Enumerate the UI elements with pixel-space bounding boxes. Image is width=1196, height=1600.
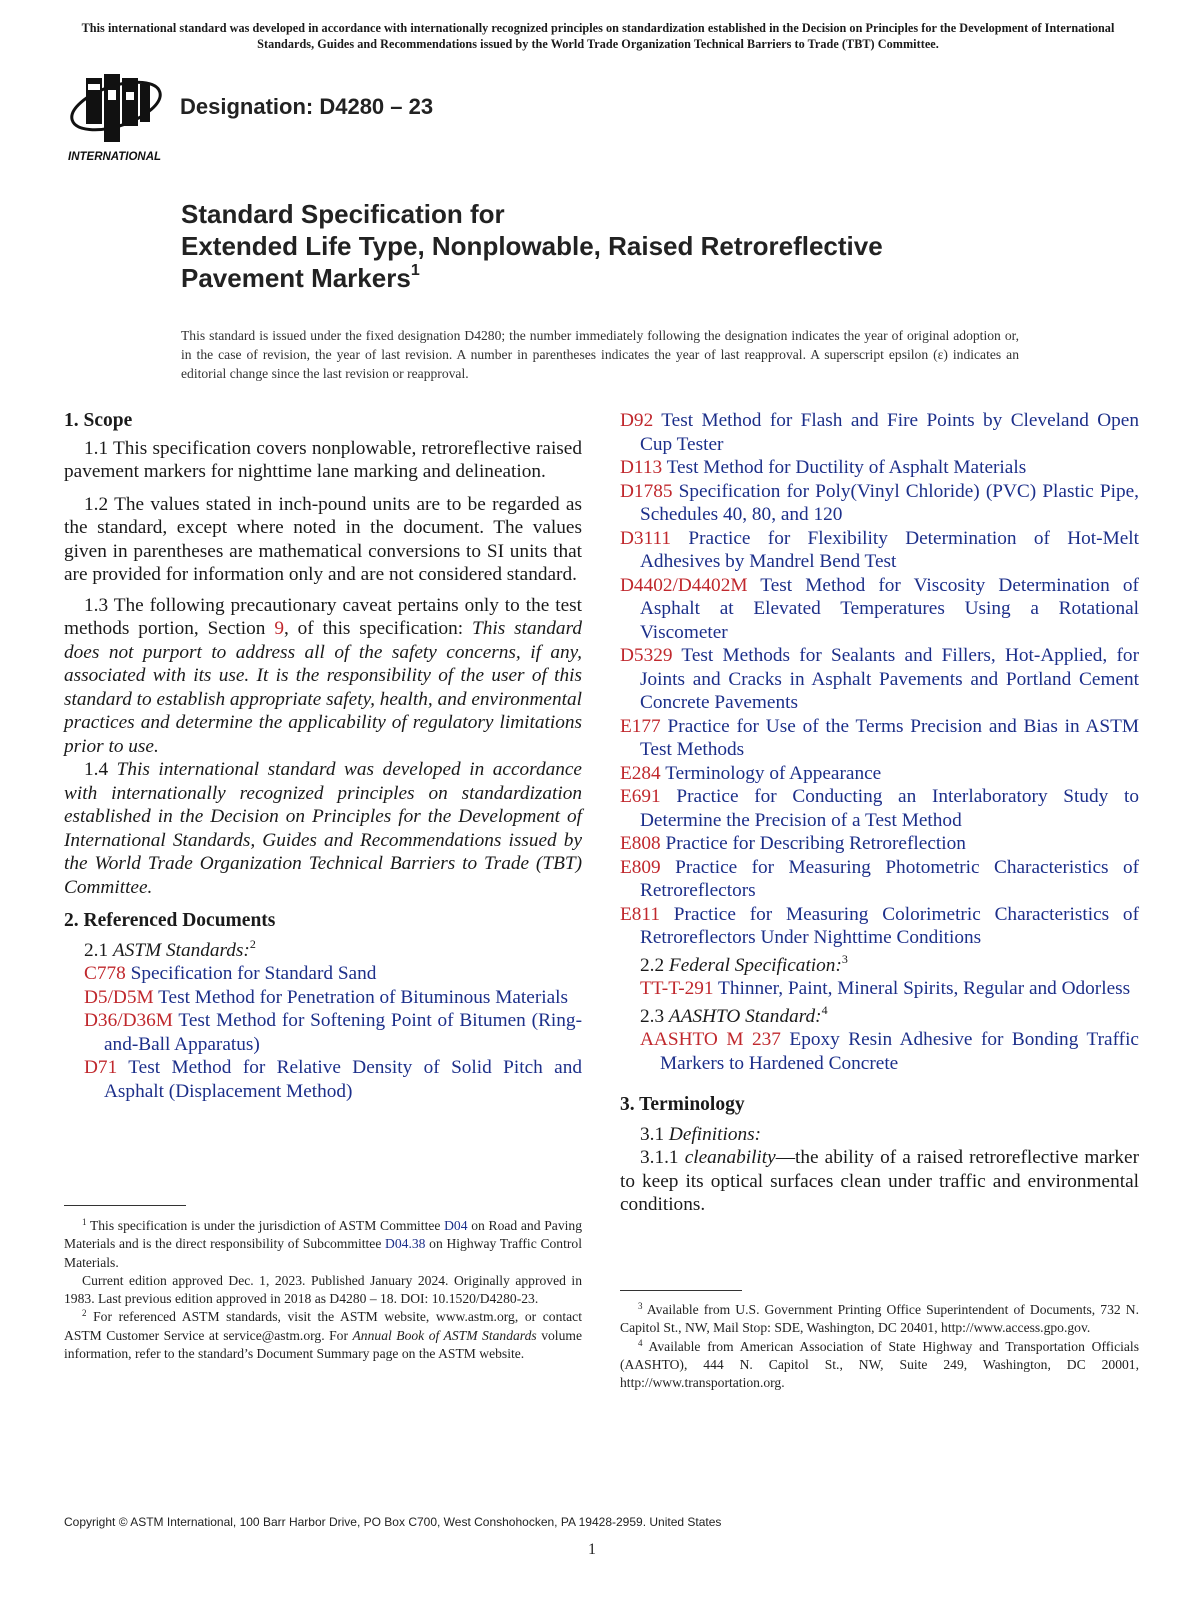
reference-e691[interactable]: E691 Practice for Conducting an Interlaboratory Study to Determine the Precision of a Test Method (620, 786, 1139, 831)
document-title (181, 198, 883, 294)
astm-logo-icon (64, 70, 168, 166)
title-footnote-mark: 1 (410, 262, 420, 279)
reference-d92[interactable]: D92 Test Method for Flash and Fire Points by Cleveland Open Cup Tester (620, 410, 1139, 455)
definition-cleanability: 3.1.1 cleanability—the ability of a raised retroreflective marker to keep its optical surfaces clean under traffic and environmental conditions. (620, 1147, 1139, 1215)
left-column (64, 409, 582, 1103)
designation: Designation: D4280 – 23 (180, 94, 434, 119)
footnote-3: $^3$ Available from U.S. Government Printing Office Superintendent of Documents, 732 N. Capitol St., NW, Mail Stop: SDE, Washington, DC 20401, http://www.access.gpo.gov. (620, 1301, 1139, 1336)
footnote-1: $^1$ This specification is under the jurisdiction of ASTM Committee D04 on Road and Paving Materials and is the direct responsibility of Subcommittee D04.38 on Highway Traffic Control Materials. (64, 1217, 582, 1270)
footnote-rule-right (620, 1290, 742, 1291)
committee-d04-link[interactable]: D04 (444, 1218, 468, 1233)
logo-subtext: INTERNATIONAL (68, 151, 162, 163)
astm-logo (64, 70, 168, 166)
footnotes-right (620, 1301, 1139, 1392)
section-9-link[interactable]: 9 (274, 618, 284, 639)
reference-d71[interactable]: D71 Test Method for Relative Density of Solid Pitch and Asphalt (Displacement Method) (84, 1057, 582, 1102)
reference-d36-d36m[interactable]: D36/D36M Test Method for Softening Point of Bitumen (Ring-and-Ball Apparatus) (84, 1010, 582, 1055)
astm-reference-list-left (64, 962, 582, 1103)
paragraph-1-4: 1.4 This international standard was developed in accordance with internationally recognized principles on standardization established in the Decision on Principles for the Development of International Standards, Guides and Recommendations issued by the World Trade Organization Technical Barriers to Trade (TBT) Committee. (64, 759, 582, 898)
footnote-2: $^2$ For referenced ASTM standards, visit the ASTM website, www.astm.org, or contact ASTM Customer Service at service@astm.org. For Annual Book of ASTM Standards volume information, refer to the standard’s Document Summary page on the ASTM website. (64, 1308, 582, 1362)
footnotes-left (64, 1217, 582, 1363)
subcommittee-d04-38-link[interactable]: D04.38 (385, 1236, 426, 1252)
federal-spec-label: 2.2 Federal Specification:$^3$ (640, 951, 848, 976)
astm-standards-label: 2.1 ASTM Standards:$^2$ (84, 936, 256, 961)
reference-d4402-d4402m[interactable]: D4402/D4402M Test Method for Viscosity Determination of Asphalt at Elevated Temperatures Using a Rotational Viscometer (620, 574, 1139, 643)
reference-aashto-m237[interactable]: AASHTO M 237 Epoxy Resin Adhesive for Bonding Traffic Markers to Hardened Concrete (640, 1029, 1139, 1074)
aashto-standard-label: 2.3 AASHTO Standard:$^4$ (640, 1002, 828, 1027)
section-2-heading: 2. Referenced Documents (64, 910, 276, 931)
footnote-rule-left (64, 1205, 186, 1206)
reference-d113[interactable]: D113 Test Method for Ductility of Asphalt Materials (620, 457, 1027, 478)
astm-reference-list-right (620, 409, 1139, 950)
wto-notice: This international standard was developed in accordance with internationally recognized principles on standardization established in the Decision on Principles for the Development of International Standards, Guides and Recommendations issued by the World Trade Organization Technical Barriers to Trade (TBT) Committee. (81, 21, 1115, 51)
paragraph-1-2: 1.2 The values stated in inch-pound units are to be regarded as the standard, except where noted in the document. The values given in parentheses are mathematical conversions to SI units that are provided for information only and are not considered standard. (64, 493, 582, 585)
copyright-notice: Copyright © ASTM International, 100 Barr Harbor Drive, PO Box C700, West Conshohocken, PA 19428-2959. United States (64, 1515, 722, 1529)
footnote-1-edition: Current edition approved Dec. 1, 2023. Published January 2024. Originally approved in 1983. Last previous edition approved in 2018 as D4280 – 18. DOI: 10.1520/D4280-23. (64, 1272, 582, 1307)
reference-e811[interactable]: E811 Practice for Measuring Colorimetric Characteristics of Retroreflectors Under Nighttime Conditions (620, 903, 1139, 948)
paragraph-1-1: 1.1 This specification covers nonplowable, retroreflective raised pavement markers for nighttime lane marking and delineation. (64, 437, 582, 482)
reference-d5-d5m[interactable]: D5/D5M Test Method for Penetration of Bituminous Materials (84, 986, 569, 1008)
paragraph-1-3: 1.3 The following precautionary caveat pertains only to the test methods portion, Section 9, of this specification: This standard does not purport to address all of the safety concerns, if any, associated with its use. It is the responsibility of the user of this standard to establish appropriate safety, health, and environmental practices and determine the applicability of regulatory limitations prior to use. (64, 594, 582, 757)
title-line-2: Extended Life Type, Nonplowable, Raised Retroreflective (181, 231, 883, 261)
section-1-heading: 1. Scope (64, 410, 133, 431)
title-line-1: Standard Specification for (181, 199, 505, 229)
reference-e808[interactable]: E808 Practice for Describing Retroreflection (620, 833, 966, 854)
reference-c778[interactable]: C778 Specification for Standard Sand (84, 963, 377, 984)
right-column (620, 409, 1139, 1217)
issuance-note: This standard is issued under the fixed designation D4280; the number immediately following the designation indicates the year of original adoption or, in the case of revision, the year of last revision. A number in parentheses indicates the year of last reapproval. A superscript epsilon (ε) indicates an editorial change since the last revision or reapproval. (181, 328, 1019, 381)
title-line-3: Pavement Markers (181, 263, 411, 293)
footnote-4: $^4$ Available from American Association of State Highway and Transportation Officials (AASHTO), 444 N. Capitol St., NW, Suite 249, Washington, DC 20001, http://www.transportation.org. (620, 1337, 1139, 1391)
reference-e284[interactable]: E284 Terminology of Appearance (620, 762, 882, 784)
page-number: 1 (588, 1541, 596, 1558)
reference-e177[interactable]: E177 Practice for Use of the Terms Precision and Bias in ASTM Test Methods (620, 715, 1139, 760)
definitions-label: 3.1 Definitions: (640, 1123, 762, 1145)
section-3-heading: 3. Terminology (620, 1094, 745, 1115)
reference-e809[interactable]: E809 Practice for Measuring Photometric Characteristics of Retroreflectors (620, 856, 1140, 901)
reference-d1785[interactable]: D1785 Specification for Poly(Vinyl Chloride) (PVC) Plastic Pipe, Schedules 40, 80, and 120 (620, 480, 1139, 525)
reference-d5329[interactable]: D5329 Test Methods for Sealants and Fillers, Hot-Applied, for Joints and Cracks in Asphalt Pavements and Portland Cement Concrete Pavements (620, 645, 1139, 713)
reference-tt-t-291[interactable]: TT-T-291 Thinner, Paint, Mineral Spirits, Regular and Odorless (640, 978, 1131, 999)
reference-d3111[interactable]: D3111 Practice for Flexibility Determination of Hot-Melt Adhesives by Mandrel Bend Test (620, 527, 1139, 572)
